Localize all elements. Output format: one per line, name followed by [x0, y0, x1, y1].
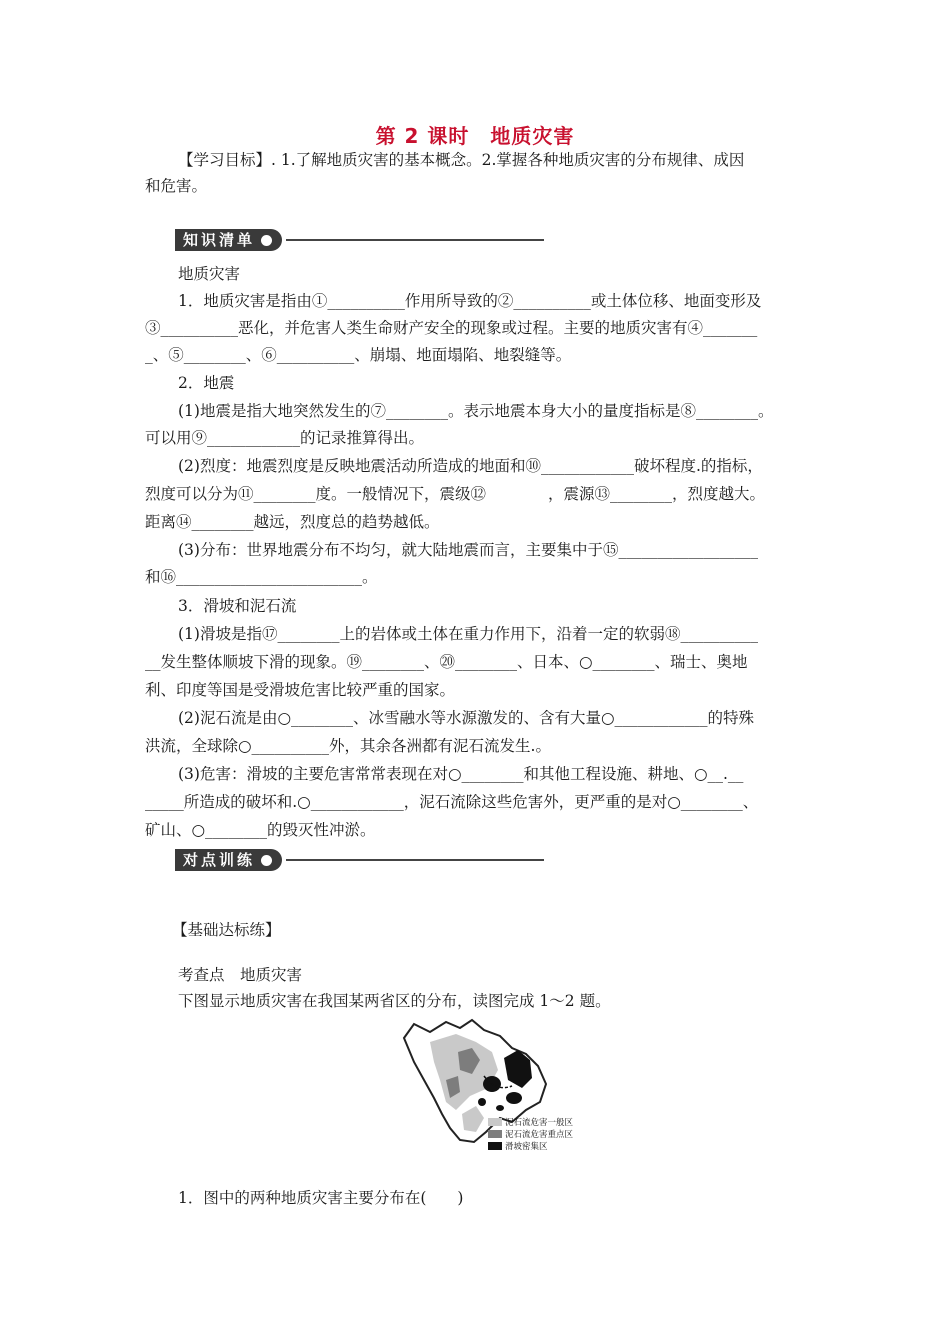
basic-practice-heading: 【基础达标练】	[172, 921, 281, 939]
paragraph-line: (1)滑坡是指⑰________上的岩体或土体在重力作用下，沿着一定的软弱⑱__________	[178, 625, 758, 643]
bullet-dot-icon	[261, 235, 272, 246]
paragraph-line: _、⑤________、⑥__________、崩塌、地面塌陷、地裂缝等。	[145, 346, 572, 364]
legend-label: 滑坡密集区	[505, 1142, 548, 1152]
question-1: 1．图中的两种地质灾害主要分布在( )	[178, 1189, 464, 1207]
dark-zone	[478, 1098, 486, 1106]
paragraph-line: 可以用⑨____________的记录推算得出。	[145, 429, 425, 447]
subheading-earthquake: 2．地震	[178, 374, 235, 392]
map-figure	[400, 1018, 586, 1160]
paragraph-line: (3)分布：世界地震分布不均匀，就大陆地震而言，主要集中于⑮__________________	[178, 541, 758, 559]
legend-swatch-light	[488, 1118, 502, 1126]
section-divider	[286, 859, 544, 861]
objective-line-1: 【学习目标】. 1.了解地质灾害的基本概念。2.掌握各种地质灾害的分布规律、成因	[178, 151, 745, 169]
legend-swatch-dark	[488, 1142, 502, 1150]
paragraph-line: (2)烈度：地震烈度是反映地震活动所造成的地面和⑩____________破坏程度.的指标，	[178, 457, 763, 475]
dark-zone	[506, 1092, 522, 1104]
paragraph-line: (2)泥石流是由○________、冰雪融水等水源激发的、含有大量○____________的特殊	[178, 709, 755, 727]
topic-heading: 地质灾害	[178, 265, 241, 283]
paragraph-line: ③__________恶化，并危害人类生命财产安全的现象或过程。主要的地质灾害有④_______	[145, 319, 758, 337]
paragraph-line: _____所造成的破坏和.○____________，泥石流除这些危害外，更严重的是对○________、	[145, 793, 759, 811]
section-header-knowledge	[175, 228, 544, 252]
paragraph-line: 利、印度等国是受滑坡危害比较严重的国家。	[145, 681, 456, 699]
legend-swatch-mid	[488, 1130, 502, 1138]
legend-label: 泥石流危害重点区	[505, 1130, 574, 1140]
paragraph-line: (3)危害：滑坡的主要危害常常表现在对○________和其他工程设施、耕地、○__.__	[178, 765, 744, 783]
bullet-dot-icon	[261, 855, 272, 866]
paragraph-line: 和⑯________________________。	[145, 568, 378, 586]
section-header-practice	[175, 848, 544, 872]
paragraph-line: 洪流，全球除○__________外，其余各洲都有泥石流发生.。	[145, 737, 551, 755]
exam-point-heading: 考查点 地质灾害	[178, 966, 303, 984]
section-label: 知识清单	[183, 231, 256, 249]
question-intro: 下图显示地质灾害在我国某两省区的分布，读图完成 1～2 题。	[178, 992, 611, 1010]
dark-zone	[496, 1105, 504, 1111]
section-label: 对点训练	[183, 851, 256, 869]
page-title: 第 2 课时 地质灾害	[375, 124, 575, 148]
paragraph-line: 烈度可以分为⑪________度。一般情况下，震级⑫ ，震源⑬________，烈度越大。	[145, 485, 766, 503]
paragraph-line: 距离⑭________越远，烈度总的趋势越低。	[145, 513, 440, 531]
paragraph-line: (1)地震是指大地突然发生的⑦________。表示地震本身大小的量度指标是⑧________。	[178, 402, 774, 420]
paragraph-line: 矿山、○________的毁灭性冲淤。	[145, 821, 376, 839]
section-divider	[286, 239, 544, 241]
disaster-distribution-map	[400, 1018, 586, 1160]
subheading-landslide: 3．滑坡和泥石流	[178, 597, 297, 615]
paragraph-line: 1．地质灾害是指由①__________作用所导致的②__________或土体位移、地面变形及	[178, 292, 762, 310]
objective-line-2: 和危害。	[145, 177, 208, 195]
legend-label: 泥石流危害一般区	[505, 1118, 574, 1128]
paragraph-line: __发生整体顺坡下滑的现象。⑲________、⑳________、日本、○________、瑞士、奥地	[145, 653, 748, 671]
